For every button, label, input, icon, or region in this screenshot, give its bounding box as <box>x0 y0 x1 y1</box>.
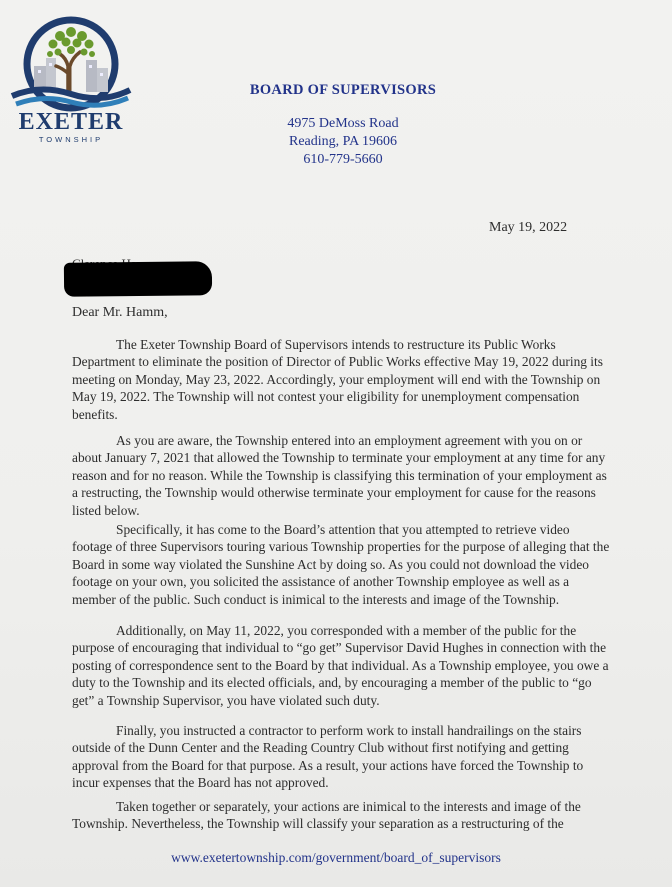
footer-website-url: www.exetertownship.com/government/board_of_supervisors <box>171 850 501 865</box>
body-paragraph-1: The Exeter Township Board of Supervisors intends to restructure its Public Works Department to eliminate the position of Director of Public Works effective May 19, 2022 during its meeting on Monday, May 23, 2022. Accordingly, your employment will end with the Township on May 19, 2022. The Township will not contest your eligibility for unemployment compensation benefits. <box>72 337 603 422</box>
letterhead-title: BOARD OF SUPERVISORS <box>249 82 437 98</box>
redaction-bar <box>64 261 212 297</box>
body-paragraph-2: As you are aware, the Township entered into an employment agreement with you on or about January 7, 2021 that allowed the Township to terminate your employment at any time for any reason and for no reason. While the Township is classifying this termination of your employment as a restructing, the Township would otherwise terminate your employment for cause for the reasons listed below. <box>72 433 607 518</box>
township-logo <box>10 14 132 146</box>
body-paragraph-3: Specifically, it has come to the Board’s attention that you attempted to retrieve video footage of three Supervisors touring various Township properties for the purpose of alleging that the Board in some way violated the Sunshine Act by doing so. As you could not download the video footage on your own, you solicited the assistance of another Township employee as well as a member of the public. Such conduct is inimical to the interests and image of the Township. <box>72 522 610 607</box>
logo-subtitle: TOWNSHIP <box>38 135 104 144</box>
body-paragraph-4: Additionally, on May 11, 2022, you corresponded with a member of the public for the purpose of encouraging that individual to “go get” Supervisor David Hughes in connection with the posting of correspondence sent to the Board by that individual. As a Township employee, you owe a duty to the Township and its elected officials, and, by encouraging a member of the public to “go get” a Township Supervisor, you have violated such duty. <box>72 623 609 708</box>
greeting: Dear Mr. Hamm, <box>72 305 168 320</box>
body-paragraph-6: Taken together or separately, your actions are inimical to the interests and image of the Township. Nevertheless, the Township will classify your separation as a restructuring of the <box>72 799 581 832</box>
letterhead-address-line2: Reading, PA 19606 <box>289 134 397 149</box>
letter-date: May 19, 2022 <box>489 220 568 235</box>
letterhead-address-line1: 4975 DeMoss Road <box>287 116 399 131</box>
logo-wordmark: EXETER <box>18 109 124 135</box>
body-paragraph-5: Finally, you instructed a contractor to perform work to install handrailings on the stairs outside of the Dunn Center and the Reading Country Club without first notifying and getting approval from the Board for that purpose. As a result, your actions have forced the Township to incur expenses that the Board has not approved. <box>72 723 584 791</box>
logo-emblem-icon <box>10 14 132 114</box>
letterhead-phone: 610-779-5660 <box>303 152 383 167</box>
